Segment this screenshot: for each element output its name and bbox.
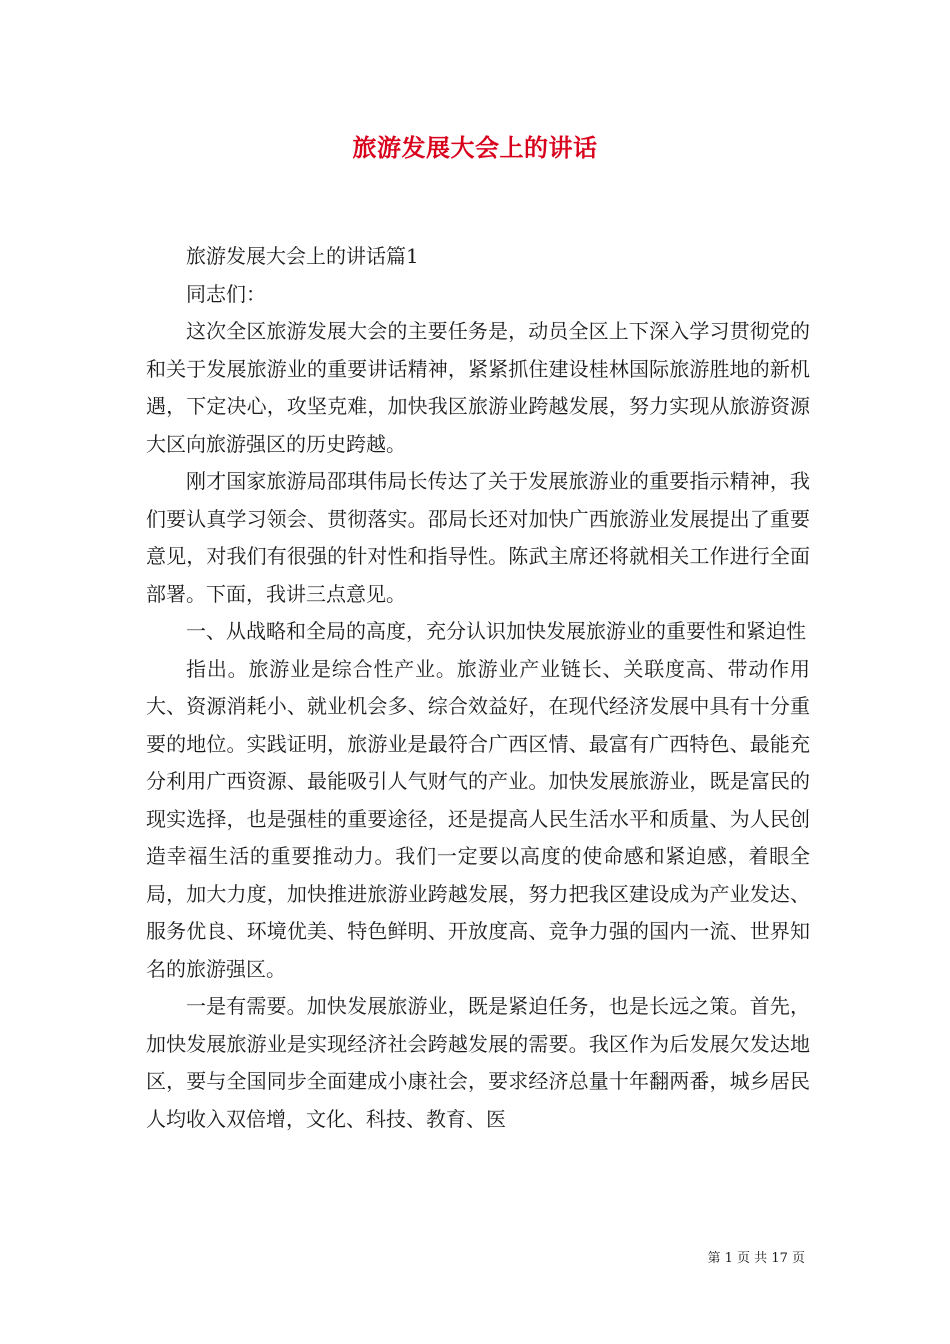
document-title: 旅游发展大会上的讲话 (352, 133, 598, 162)
paragraph-1: 这次全区旅游发展大会的主要任务是，动员全区上下深入学习贯彻党的和关于发展旅游业的重要讲话精神，紧紧抓住建设桂林国际旅游胜地的新机遇，下定决心，攻坚克难，加快我区旅游业跨越发展，努力实现从旅游资源大区向旅游强区的历史跨越。 (146, 319, 810, 456)
document-body (146, 238, 810, 1138)
paragraph-3: 指出。旅游业是综合性产业。旅游业产业链长、关联度高、带动作用大、资源消耗小、就业机会多、综合效益好，在现代经济发展中具有十分重要的地位。实践证明，旅游业是最符合广西区情、最富有广西特色、最能充分利用广西资源、最能吸引人气财气的产业。加快发展旅游业，既是富民的现实选择，也是强桂的重要途径，还是提高人民生活水平和质量、为人民创造幸福生活的重要推动力。我们一定要以高度的使命感和紧迫感，着眼全局，加大力度，加快推进旅游业跨越发展，努力把我区建设成为产业发达、服务优良、环境优美、特色鲜明、开放度高、竞争力强的国内一流、世界知名的旅游强区。 (146, 656, 810, 981)
page-number: 第 1 页 共 17 页 (707, 1251, 805, 1266)
paragraph-4: 一是有需要。加快发展旅游业，既是紧迫任务，也是长远之策。首先，加快发展旅游业是实现经济社会跨越发展的需要。我区作为后发展欠发达地区，要与全国同步全面建成小康社会，要求经济总量十年翻两番，城乡居民人均收入双倍增，文化、科技、教育、医 (146, 994, 810, 1131)
section-heading-1: 一、从战略和全局的高度，充分认识加快发展旅游业的重要性和紧迫性 (186, 619, 806, 643)
salutation: 同志们： (186, 281, 266, 306)
paragraph-2: 刚才国家旅游局邵琪伟局长传达了关于发展旅游业的重要指示精神，我们要认真学习领会、贯彻落实。邵局长还对加快广西旅游业发展提出了重要意见，对我们有很强的针对性和指导性。陈武主席还将就相关工作进行全面部署。下面，我讲三点意见。 (146, 469, 810, 606)
section-subtitle: 旅游发展大会上的讲话篇1 (186, 244, 419, 268)
